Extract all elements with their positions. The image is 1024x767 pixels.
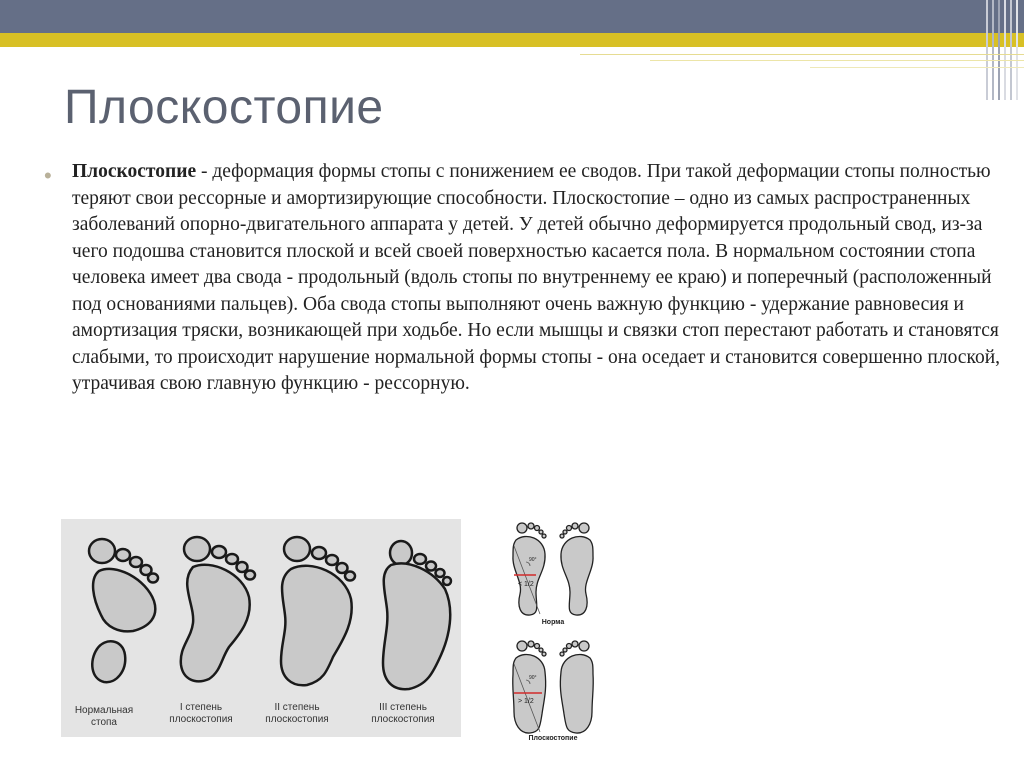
caption-flatfoot: Плоскостопие (528, 735, 578, 742)
header-underline-decor (560, 50, 1024, 80)
footprint-pair-flat (513, 641, 594, 733)
footprint-degree-1 (181, 537, 255, 681)
foot-measurement-svg (500, 518, 608, 743)
header-band (0, 0, 1024, 33)
foot-measurement-figure (500, 518, 608, 743)
foot-types-figure (61, 519, 461, 737)
ratio-norm: < 1/2 (518, 581, 534, 588)
caption-normal: Нормальная стопа (74, 705, 134, 728)
angle-label-bottom: 90° (529, 675, 537, 681)
caption-degree-1: I степень плоскостопия (169, 702, 233, 725)
footprint-normal (89, 539, 158, 682)
caption-degree-2: II степень плоскостопия (265, 702, 329, 725)
angle-label-top: 90° (529, 557, 537, 563)
header-stripe (0, 33, 1024, 47)
footprint-degree-2 (281, 537, 355, 685)
caption-norm: Норма (541, 619, 565, 626)
bullet-marker: • (44, 163, 52, 188)
paragraph-text: - деформация формы стопы с понижением ее сводов. При такой деформации стопы полностью теряют свои рессорные и амортизирующие способности. Плоскостопие – одно из самых распространенных заболеваний опорно-двигательного аппарата у детей. У детей обычно деформируется продольный свод, из-за чего подошва становится плоской и всей своей поверхностью касается пола. В нормальном состоянии стопа человека имеет два свода - продольный (вдоль стопы по внутреннему ее краю) и поперечный (расположенный под основаниями пальцев). Оба свода стопы выполняют очень важную функцию - удержание равновесия и амортизация тряски, возникающей при ходьбе. Но если мышцы и связки стоп перестают работать и становятся слабыми, то происходит нарушение нормальной формы стопы - она оседает и становится совершенно плоской, утрачивая свою главную функцию - рессорную. (72, 161, 1001, 394)
caption-degree-3: III степень плоскостопия (371, 702, 435, 725)
term-bold: Плоскостопие (72, 161, 197, 182)
body-paragraph (72, 159, 1007, 398)
footprint-degree-3 (383, 541, 451, 689)
ratio-flat: > 1/2 (518, 698, 534, 705)
footprint-pair-norm (513, 523, 593, 615)
slide-title: Плоскостопие (64, 81, 384, 134)
